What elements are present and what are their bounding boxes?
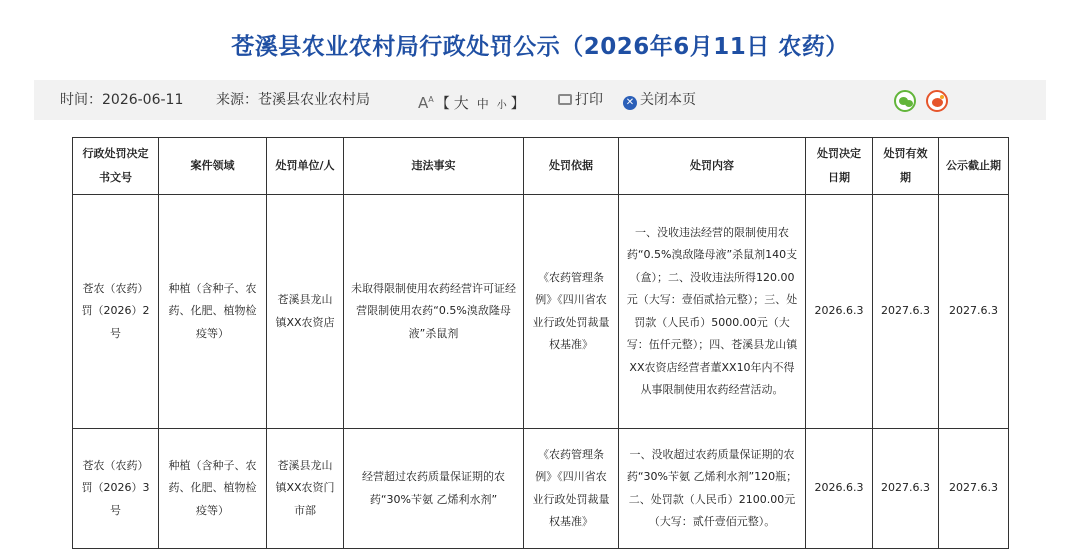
source-value: 苍溪县农业农村局: [258, 92, 370, 108]
cell-validity-period: 2027.6.3: [873, 429, 939, 549]
source-label: 来源：: [216, 92, 258, 108]
header-legal-basis: 处罚依据: [524, 138, 619, 195]
cell-violation-facts: 经营超过农药质量保证期的农药“30%苄氨 乙烯利水剂”: [344, 429, 524, 549]
cell-legal-basis: 《农药管理条例》《四川省农业行政处罚裁量权基准》: [524, 429, 619, 549]
print-label: 打印: [575, 92, 603, 108]
cell-violation-facts: 未取得限制使用农药经营许可证经营限制使用农药“0.5%溴敌隆母液”杀鼠剂: [344, 195, 524, 429]
table-header-row: [73, 138, 1009, 195]
print-button[interactable]: [558, 92, 603, 108]
cell-decision-date: 2026.6.3: [806, 429, 873, 549]
cell-penalized-party: 苍溪县龙山镇XX农资店: [267, 195, 344, 429]
header-case-field: 案件领域: [159, 138, 267, 195]
cell-case-field: 种植（含种子、农药、化肥、植物检疫等）: [159, 195, 267, 429]
font-size-icon: $A^A$: [418, 94, 434, 112]
weibo-share-icon[interactable]: [926, 90, 948, 112]
cell-validity-period: 2027.6.3: [873, 195, 939, 429]
page-title: 苍溪县农业农村局行政处罚公示（2026年6月11日 农药）: [231, 34, 849, 60]
close-icon: ✕: [623, 96, 637, 110]
font-medium-button[interactable]: 中: [476, 97, 489, 111]
header-decision-date: 处罚决定日期: [806, 138, 873, 195]
close-page-button[interactable]: [623, 92, 696, 110]
cell-penalized-party: 苍溪县龙山镇XX农资门市部: [267, 429, 344, 549]
header-decision-number: 行政处罚决定书文号: [73, 138, 159, 195]
article-info-bar: [34, 80, 1046, 120]
source-info: [216, 92, 370, 108]
font-small-button[interactable]: 小: [496, 100, 507, 111]
header-validity-period: 处罚有效期: [873, 138, 939, 195]
table-row: [73, 429, 1009, 549]
cell-notice-deadline: 2027.6.3: [939, 195, 1009, 429]
print-icon: [558, 94, 572, 105]
font-size-bracket-close: 】: [510, 96, 525, 112]
time-label: 时间：: [60, 92, 102, 108]
wechat-share-icon[interactable]: [894, 90, 916, 112]
font-large-button[interactable]: 大: [453, 94, 469, 112]
header-violation-facts: 违法事实: [344, 138, 524, 195]
close-label: 关闭本页: [640, 92, 696, 108]
cell-decision-date: 2026.6.3: [806, 195, 873, 429]
cell-penalty-content: 一、没收超过农药质量保证期的农药“30%苄氨 乙烯利水剂”120瓶；二、处罚款（人民币）2100.00元（大写：贰仟壹佰元整）。: [619, 429, 806, 549]
cell-legal-basis: 《农药管理条例》《四川省农业行政处罚裁量权基准》: [524, 195, 619, 429]
font-size-bracket-open: 【: [435, 96, 450, 112]
penalty-table: [72, 137, 1009, 549]
header-penalized-party: 处罚单位/人: [267, 138, 344, 195]
cell-decision-number: 苍农（农药）罚（2026）3号: [73, 429, 159, 549]
time-value: 2026-06-11: [102, 92, 184, 108]
table-row: [73, 195, 1009, 429]
cell-decision-number: 苍农（农药）罚（2026）2号: [73, 195, 159, 429]
publish-time: [60, 92, 183, 108]
cell-case-field: 种植（含种子、农药、化肥、植物检疫等）: [159, 429, 267, 549]
header-notice-deadline: 公示截止期: [939, 138, 1009, 195]
font-size-switcher: [418, 92, 525, 114]
header-penalty-content: 处罚内容: [619, 138, 806, 195]
cell-notice-deadline: 2027.6.3: [939, 429, 1009, 549]
cell-penalty-content: 一、没收违法经营的限制使用农药“0.5%溴敌隆母液”杀鼠剂140支（盒）；二、没收违法所得120.00元（大写：壹佰贰拾元整）；三、处罚款（人民币）5000.00元（大写：伍仟元整）；四、苍溪县龙山镇XX农资店经营者董XX10年内不得从事限制使用农药经营活动。: [619, 195, 806, 429]
